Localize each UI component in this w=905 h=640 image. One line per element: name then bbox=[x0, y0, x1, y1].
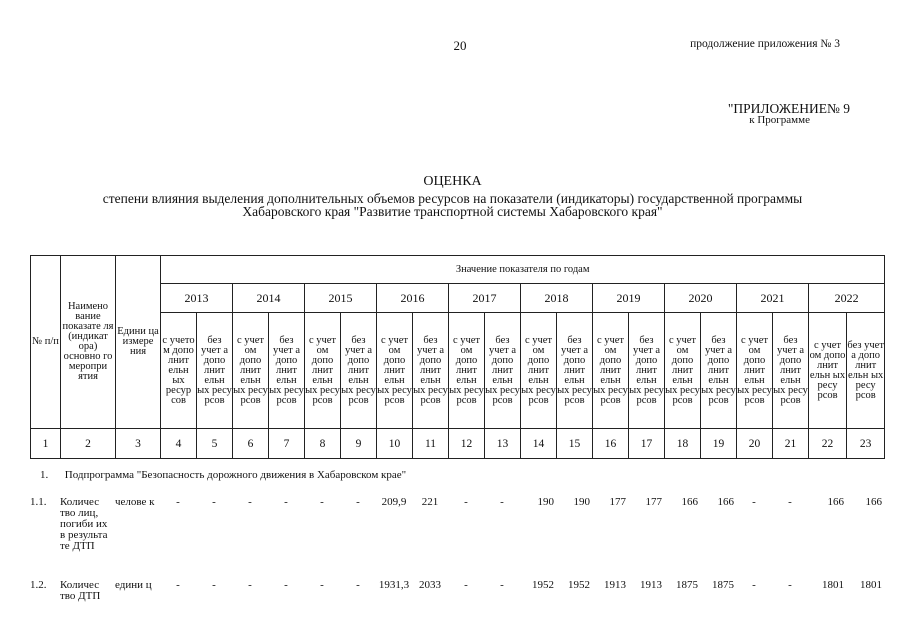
row-value: 166 bbox=[827, 496, 844, 508]
row-value: 1875 bbox=[676, 579, 698, 591]
column-number: 10 bbox=[377, 429, 413, 459]
column-number: 21 bbox=[773, 429, 809, 459]
year-header: 2020 bbox=[665, 284, 737, 313]
column-number: 2 bbox=[61, 429, 116, 459]
row-value: 1931,3 bbox=[378, 579, 410, 591]
row-value: - bbox=[248, 496, 252, 508]
column-number: 19 bbox=[701, 429, 737, 459]
column-number: 4 bbox=[161, 429, 197, 459]
column-number: 11 bbox=[413, 429, 449, 459]
row-value: - bbox=[500, 496, 504, 508]
row-value: 166 bbox=[865, 496, 882, 508]
page-number: 20 bbox=[453, 38, 467, 53]
indicator-table-header bbox=[30, 255, 885, 459]
row-value: 2033 bbox=[419, 579, 441, 591]
row-value: - bbox=[176, 496, 180, 508]
subheader-without-resources: без учет а допо лнит ельн ых ресу рсов bbox=[413, 313, 449, 429]
row-unit: челове к bbox=[115, 496, 155, 508]
year-header: 2018 bbox=[521, 284, 593, 313]
subprogram-title: Подпрограмма "Безопасность дорожного движения в Хабаровском крае" bbox=[64, 469, 407, 481]
column-number: 16 bbox=[593, 429, 629, 459]
col-header-unit: Едини ца измере ния bbox=[116, 256, 161, 429]
row-unit: едини ц bbox=[115, 579, 152, 591]
row-value: - bbox=[788, 579, 792, 591]
subheader-without-resources: без учет а допо лнит ельн ых ресу рсов bbox=[485, 313, 521, 429]
column-number: 1 bbox=[31, 429, 61, 459]
subheader-with-resources: с учет ом допо лнит ельн ых ресу рсов bbox=[521, 313, 557, 429]
row-value: - bbox=[752, 579, 756, 591]
subheader-without-resources: без учет а допо лнит ельн ых ресу рсов bbox=[847, 313, 885, 429]
row-value: 166 bbox=[717, 496, 734, 508]
column-number: 7 bbox=[269, 429, 305, 459]
document-subtitle-line1: степени влияния выделения дополнительных объемов ресурсов на показатели (индикаторы) государственной программы bbox=[102, 191, 803, 206]
col-header-values: Значение показателя по годам bbox=[161, 256, 885, 284]
row-number: 1.1. bbox=[30, 496, 47, 508]
column-number: 20 bbox=[737, 429, 773, 459]
subheader-with-resources: с учет ом допо лнит ельн ых ресу рсов bbox=[809, 313, 847, 429]
row-value: - bbox=[464, 496, 468, 508]
row-value: - bbox=[248, 579, 252, 591]
row-number: 1.2. bbox=[30, 579, 47, 591]
row-value: - bbox=[212, 496, 216, 508]
document-subtitle-line2: Хабаровского края "Развитие транспортной системы Хабаровского края" bbox=[242, 204, 663, 219]
year-header: 2021 bbox=[737, 284, 809, 313]
column-number: 12 bbox=[449, 429, 485, 459]
column-number: 18 bbox=[665, 429, 701, 459]
year-header: 2013 bbox=[161, 284, 233, 313]
row-value: 177 bbox=[645, 496, 662, 508]
row-indicator-name: Количес тво ДТП bbox=[60, 579, 101, 602]
column-number: 6 bbox=[233, 429, 269, 459]
column-number: 22 bbox=[809, 429, 847, 459]
subheader-with-resources: с учет ом допо лнит ельн ых ресу рсов bbox=[377, 313, 413, 429]
row-value: - bbox=[284, 579, 288, 591]
column-number: 15 bbox=[557, 429, 593, 459]
subheader-with-resources: с учет ом допо лнит ельн ых ресу рсов bbox=[449, 313, 485, 429]
column-numbers-row bbox=[31, 429, 885, 459]
subheader-without-resources: без учет а допо лнит ельн ых ресу рсов bbox=[557, 313, 593, 429]
row-value: - bbox=[752, 496, 756, 508]
row-value: - bbox=[500, 579, 504, 591]
appendix-subtitle: к Программе bbox=[749, 114, 810, 126]
row-value: - bbox=[464, 579, 468, 591]
year-header: 2022 bbox=[809, 284, 885, 313]
indicator-row bbox=[30, 580, 884, 602]
row-value: 1801 bbox=[822, 579, 844, 591]
row-value: 166 bbox=[681, 496, 698, 508]
subheader-with-resources: с учет ом допо лнит ельн ых ресу рсов bbox=[593, 313, 629, 429]
year-header: 2014 bbox=[233, 284, 305, 313]
row-indicator-name: Количес тво лиц, погиби их в результа те ДТП bbox=[60, 496, 108, 552]
subheader-without-resources: без учет а допо лнит ельн ых ресу рсов bbox=[701, 313, 737, 429]
column-number: 13 bbox=[485, 429, 521, 459]
column-number: 17 bbox=[629, 429, 665, 459]
appendix-title: "ПРИЛОЖЕНИЕ№ 9 bbox=[727, 101, 850, 116]
column-number: 5 bbox=[197, 429, 233, 459]
row-value: 1913 bbox=[640, 579, 662, 591]
year-header: 2015 bbox=[305, 284, 377, 313]
column-number: 9 bbox=[341, 429, 377, 459]
subheader-with-resources: с учето м допо лнит ельн ых ресур сов bbox=[161, 313, 197, 429]
subheader-without-resources: без учет а допо лнит ельн ых ресу рсов bbox=[197, 313, 233, 429]
row-value: 209,9 bbox=[381, 496, 407, 508]
document-title: ОЦЕНКА bbox=[423, 174, 482, 189]
row-value: - bbox=[356, 496, 360, 508]
subprogram-heading bbox=[40, 469, 406, 481]
subprogram-number: 1. bbox=[40, 469, 49, 481]
row-value: - bbox=[320, 579, 324, 591]
row-value: 1913 bbox=[604, 579, 626, 591]
subheader-without-resources: без учет а допо лнит ельн ых ресу рсов bbox=[269, 313, 305, 429]
row-value: - bbox=[320, 496, 324, 508]
subheader-with-resources: с учет ом допо лнит ельн ых ресу рсов bbox=[737, 313, 773, 429]
column-number: 8 bbox=[305, 429, 341, 459]
row-value: 1952 bbox=[568, 579, 590, 591]
column-number: 23 bbox=[847, 429, 885, 459]
col-header-name: Наимено вание показате ля (индикат ора) основно го меропри ятия bbox=[61, 256, 116, 429]
subheader-without-resources: без учет а допо лнит ельн ых ресу рсов bbox=[341, 313, 377, 429]
subheader-with-resources: с учет ом допо лнит ельн ых ресу рсов bbox=[305, 313, 341, 429]
row-value: 1801 bbox=[860, 579, 882, 591]
row-value: 221 bbox=[421, 496, 439, 508]
row-value: - bbox=[284, 496, 288, 508]
row-value: 177 bbox=[609, 496, 626, 508]
column-number: 14 bbox=[521, 429, 557, 459]
year-header: 2019 bbox=[593, 284, 665, 313]
year-header: 2017 bbox=[449, 284, 521, 313]
row-value: 190 bbox=[573, 496, 590, 508]
year-header: 2016 bbox=[377, 284, 449, 313]
row-value: - bbox=[212, 579, 216, 591]
row-value: 1952 bbox=[532, 579, 554, 591]
subheader-with-resources: с учет ом допо лнит ельн ых ресу рсов bbox=[233, 313, 269, 429]
row-value: - bbox=[788, 496, 792, 508]
subheader-without-resources: без учет а допо лнит ельн ых ресу рсов bbox=[773, 313, 809, 429]
row-value: 1875 bbox=[712, 579, 734, 591]
row-value: - bbox=[356, 579, 360, 591]
row-value: 190 bbox=[537, 496, 554, 508]
continuation-note: продолжение приложения № 3 bbox=[690, 38, 840, 50]
indicator-row bbox=[30, 497, 884, 552]
subheader-with-resources: с учет ом допо лнит ельн ых ресу рсов bbox=[665, 313, 701, 429]
col-header-number: № п/п bbox=[31, 256, 61, 429]
subheader-without-resources: без учет а допо лнит ельн ых ресу рсов bbox=[629, 313, 665, 429]
row-value: - bbox=[176, 579, 180, 591]
column-number: 3 bbox=[116, 429, 161, 459]
